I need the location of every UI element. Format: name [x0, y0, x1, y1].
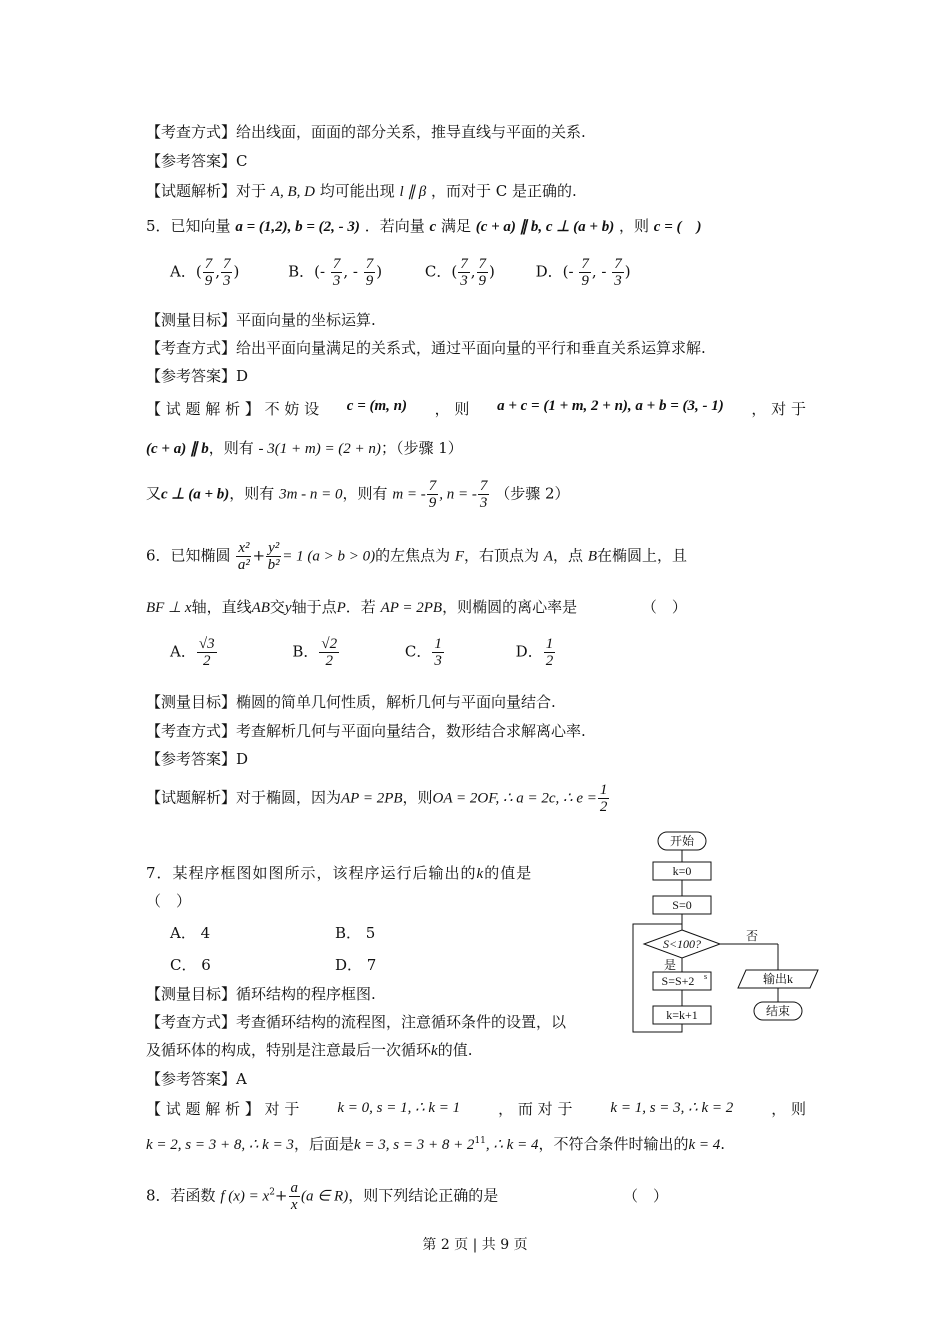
q6-option-c: C． $\frac{1}{3}$ — [404, 636, 442, 669]
q7-solution-1: 【 试 题 解 析 】 对 于 k = 0, s = 1, ∴ k = 1 ， 而 对 于 k = 1, s = 3, ∴ k = 2 ， 则 — [146, 1100, 806, 1118]
q6-option-b: B． $\frac{√2}{2}$ — [292, 636, 338, 669]
question-5 — [146, 215, 701, 236]
q7-option-c: C． 6 — [170, 956, 211, 974]
solution-line — [146, 180, 577, 201]
flowchart-condition-text: S<100? — [662, 937, 702, 951]
flowchart-update-k-text: k=k+1 — [666, 1008, 698, 1022]
solution-text: 均可能出现 — [319, 182, 395, 200]
q6-options — [170, 636, 556, 669]
q5-solution-2: (c + a) ∥ b，则有 - 3(1 + m) = (2 + n)；（步骤 1） — [146, 439, 463, 457]
flowchart-start-text: 开始 — [669, 834, 695, 848]
page-footer: 第 2 页 | 共 9 页 — [422, 1237, 528, 1253]
q6-solution: 【试题解析】对于椭圆，因为AP = 2PB，则OA = 2OF, ∴ a = 2c, ∴ e = $\frac{1}{2}$ — [146, 782, 608, 815]
flowchart-update-s-sup: s — [704, 972, 708, 981]
math-l-parallel-beta: l ∥ β — [399, 184, 427, 200]
question-6-line-2: BF ⊥ x轴，直线AB交y轴于点P．若 AP = 2PB，则椭圆的离心率是 （ ） — [146, 598, 687, 616]
q5-option-a: A．( $\frac{7}{9}$ , $\frac{7}{3}$ ) — [170, 256, 240, 289]
flowchart-k0-text: k=0 — [672, 864, 692, 878]
q7-option-d: D． 7 — [335, 956, 377, 974]
q5-solution-1: 【 试 题 解 析 】 不 妨 设 c = (m, n) ， 则 a + c = (1 + m, 2 + n), a + b = (3, - 1) ， 对 于 — [146, 398, 806, 418]
flowchart-end-text: 结束 — [765, 1004, 791, 1018]
question-6: 6．已知椭圆 $\frac{\text{x²}}{\text{a²}}$ + $\frac{\text{y²}}{\text{b²}}$ = 1 (a > b > 0)的左焦点为 F，右顶点为 A，点 B在椭圆上，且 — [146, 540, 687, 573]
solution-label: 【试题解析】对于 — [146, 182, 267, 200]
q5-vectors: a = (1,2), b = (2, - 3) — [235, 219, 360, 235]
reference-answer-line: 【参考答案】C — [146, 152, 248, 170]
flowchart-s0-text: S=0 — [672, 898, 692, 912]
q5-option-c: C．( $\frac{7}{3}$ , $\frac{7}{9}$ ) — [424, 256, 495, 289]
question-7-blank: （ ） — [146, 892, 192, 910]
q5-vector-c: c — [429, 219, 437, 235]
q6-goal: 【测量目标】椭圆的简单几何性质，解析几何与平面向量结合. — [146, 693, 556, 711]
solution-text-end: ，而对于 C 是正确的. — [430, 182, 577, 200]
q6-method: 【考查方式】考查解析几何与平面向量结合，数形结合求解离心率. — [146, 722, 586, 740]
q7-solution-2: k = 2, s = 3 + 8, ∴ k = 3，后面是k = 3, $s = 3 + 8 + 2^{11}$, ∴ k = 4，不符合条件时输出的k = 4. — [146, 1135, 726, 1153]
flowchart-update-s-text: S=S+2 — [661, 974, 695, 988]
q7-answer: 【参考答案】A — [146, 1070, 247, 1088]
flowchart-yes-label: 是 — [664, 958, 677, 972]
q5-method: 【考查方式】给出平面向量满足的关系式，通过平面向量的平行和垂直关系运算求解. — [146, 339, 706, 357]
q5-goal: 【测量目标】平面向量的坐标运算. — [146, 311, 376, 329]
q5-text3: 满足 — [440, 217, 471, 235]
q5-option-d: D．(- $\frac{7}{9}$ , - $\frac{7}{3}$ ) — [535, 256, 631, 289]
q5-options — [170, 256, 631, 289]
q5-text2: ．若向量 — [364, 217, 425, 235]
q7-method-1: 【考查方式】考查循环结构的流程图，注意循环条件的设置，以 — [146, 1013, 567, 1031]
q6-option-a: A． $\frac{√3}{2}$ — [170, 636, 215, 669]
q7-option-b: B． 5 — [335, 924, 376, 942]
flowchart-output-text: 输出k — [762, 972, 794, 986]
question-7: 7．某程序框图如图所示，该程序运行后输出的k的值是 — [146, 864, 533, 882]
q5-solution-3: 又c ⊥ (a + b)，则有 3m - n = 0，则有 m = - $\frac{7}{9}$ , n = - $\frac{7}{3}$ （步骤 2） — [146, 478, 570, 511]
q5-answer: 【参考答案】D — [146, 367, 249, 385]
q5-text4: ，则 — [618, 217, 649, 235]
q7-option-a: A． 4 — [170, 924, 211, 942]
q5-condition: (c + a) ∥ b, c ⊥ (a + b) — [475, 219, 615, 235]
q6-option-d: D． $\frac{1}{2}$ — [515, 636, 554, 669]
q7-goal: 【测量目标】循环结构的程序框图. — [146, 985, 376, 1003]
program-flowchart — [628, 828, 838, 1043]
math-abd: A, B, D — [270, 184, 315, 200]
q6-answer: 【参考答案】D — [146, 750, 249, 768]
q5-text: 5．已知向量 — [146, 217, 231, 235]
question-8: 8．若函数 f $(x) = x^2+$ $\frac{a}{x}$ (a ∈ R)，则下列结论正确的是 （ ） — [146, 1180, 669, 1213]
flowchart-no-label: 否 — [746, 929, 759, 943]
q5-blank: c = ( ) — [653, 219, 702, 235]
exam-method-line: 【考查方式】给出线面，面面的部分关系，推导直线与平面的关系. — [146, 123, 586, 141]
q5-option-b: B．(- $\frac{7}{3}$ , - $\frac{7}{9}$ ) — [288, 256, 383, 289]
q7-method-2: 及循环体的构成，特别是注意最后一次循环k的值. — [146, 1041, 473, 1059]
